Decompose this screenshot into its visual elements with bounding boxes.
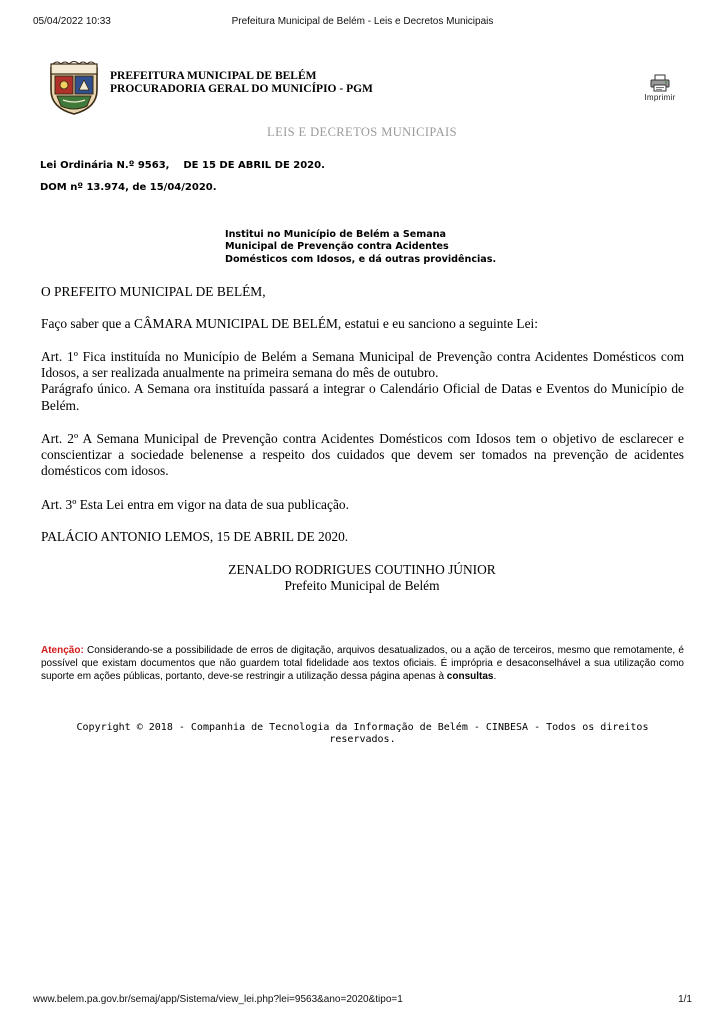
signature-block — [0, 562, 724, 594]
law-ementa — [225, 229, 496, 266]
disclaimer-text: Considerando-se a possibilidade de erros de digitação, arquivos desatualizados, ou a ação de terceiros, mesmo que remotamente, é possível que existam documentos que não guardem total fidelidade aos textos oficiais. É imprópria e desaconselhável a sua utilização como suporte em ações públicas, portanto, deve-se restringir a utilização dessa página apenas à — [41, 645, 684, 682]
attention-label: Atenção: — [41, 645, 84, 656]
ementa-line: Institui no Município de Belém a Semana — [225, 229, 447, 240]
print-header — [33, 16, 692, 30]
printer-icon — [649, 74, 671, 92]
print-button-label: Imprimir — [644, 93, 676, 102]
section-title: LEIS E DECRETOS MUNICIPAIS — [267, 125, 457, 139]
signer-role: Prefeito Municipal de Belém — [284, 578, 440, 593]
page-number: 1/1 — [678, 994, 692, 1005]
article-3: Art. 3º Esta Lei entra em vigor na data de sua publicação. — [41, 497, 349, 512]
article-1 — [41, 349, 684, 414]
page-url: www.belem.pa.gov.br/semaj/app/Sistema/view_lei.php?lei=9563&ano=2020&tipo=1 — [33, 994, 403, 1005]
print-page-title: Prefeitura Municipal de Belém - Leis e Decretos Municipais — [231, 16, 494, 27]
signer-name: ZENALDO RODRIGUES COUTINHO JÚNIOR — [228, 562, 496, 577]
disclaimer-notice — [41, 645, 684, 683]
law-identifier: Lei Ordinária N.º 9563, DE 15 DE ABRIL DE 2020. — [40, 160, 325, 171]
organization-name — [110, 70, 373, 96]
ementa-line: Domésticos com Idosos, e dá outras providências. — [225, 253, 497, 265]
belem-coat-of-arms-icon — [47, 60, 101, 116]
copyright-notice: Copyright © 2018 - Companhia de Tecnologia da Informação de Belém - CINBESA - Todos os direitos reservados. — [76, 722, 649, 745]
print-footer — [33, 994, 692, 1008]
disclaimer-end: . — [493, 670, 497, 682]
print-datetime: 05/04/2022 10:33 — [33, 16, 111, 27]
article-1-text: Art. 1º Fica instituída no Município de Belém a Semana Municipal de Prevenção contra Acidentes Domésticos com Idosos, a ser realizada anualmente na primeira semana do mês de outubro. — [41, 349, 684, 381]
org-line-pgm: PROCURADORIA GERAL DO MUNICÍPIO - PGM — [110, 83, 373, 95]
preamble-mayor: O PREFEITO MUNICIPAL DE BELÉM, — [41, 284, 266, 299]
org-line-prefeitura: PREFEITURA MUNICIPAL DE BELÉM — [110, 70, 317, 82]
article-2: Art. 2º A Semana Municipal de Prevenção contra Acidentes Domésticos com Idosos tem o objetivo de esclarecer e conscientizar a sociedade belenense a respeito dos cuidados que devem ser tomados na prevenção de acidentes domésticos com idosos. — [41, 431, 684, 479]
place-and-date: PALÁCIO ANTONIO LEMOS, 15 DE ABRIL DE 2020. — [41, 529, 349, 544]
article-1-paragraph: Parágrafo único. A Semana ora instituída passará a integrar o Calendário Oficial de Datas e Eventos do Município de Belém. — [41, 381, 684, 413]
preamble-sanction: Faço saber que a CÂMARA MUNICIPAL DE BELÉM, estatui e eu sanciono a seguinte Lei: — [41, 316, 538, 331]
ementa-line: Municipal de Prevenção contra Acidentes — [225, 241, 449, 253]
disclaimer-bold-word: consultas — [446, 670, 494, 682]
print-button[interactable] — [640, 74, 680, 104]
dom-publication: DOM nº 13.974, de 15/04/2020. — [40, 182, 217, 193]
